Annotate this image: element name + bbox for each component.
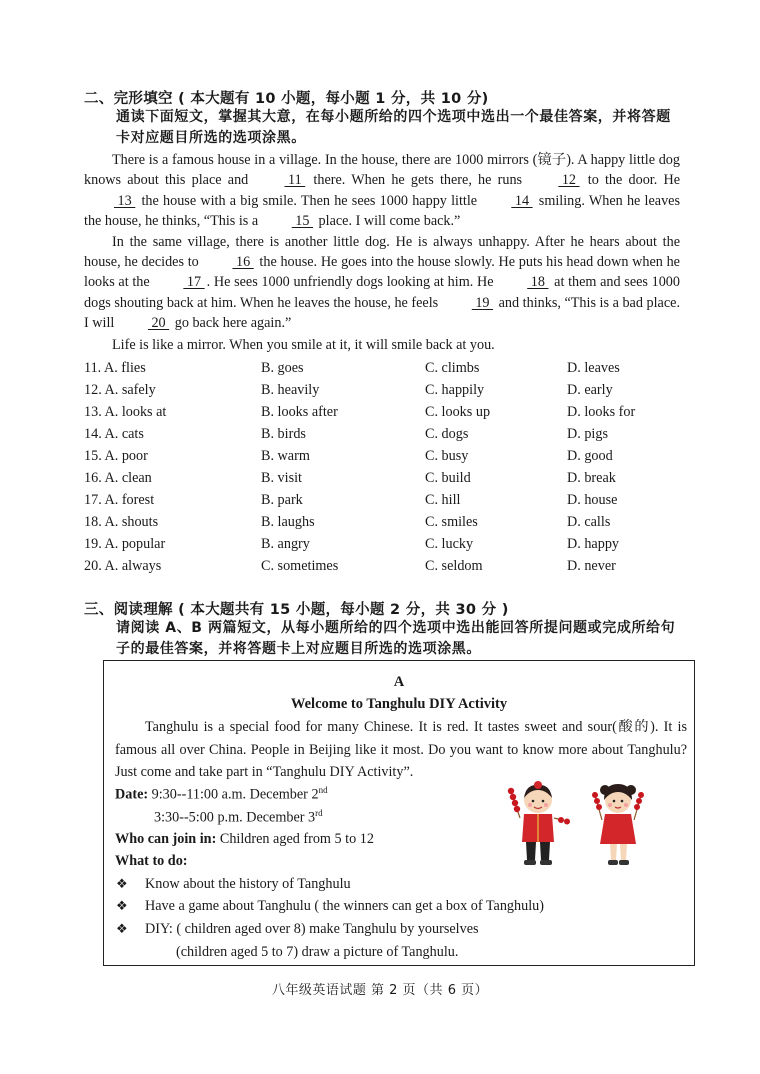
option-a[interactable]: 16. A. clean	[84, 470, 152, 486]
option-c[interactable]: C. seldom	[425, 558, 483, 574]
option-d[interactable]: D. happy	[567, 536, 620, 552]
option-d[interactable]: D. looks for	[567, 404, 636, 420]
cloze-paragraph-2	[84, 232, 680, 334]
option-b[interactable]: B. angry	[261, 536, 310, 552]
bullet-item: Know about the history of Tanghulu	[145, 876, 351, 892]
option-a[interactable]: 19. A. popular	[84, 536, 166, 552]
text-span: smiling. When he leaves the house, he thinks, “This is a	[84, 192, 680, 230]
option-c[interactable]: C. happily	[425, 382, 485, 398]
option-c[interactable]: C. lucky	[425, 536, 474, 552]
option-row	[84, 470, 684, 492]
cloze-paragraph-3: Life is like a mirror. When you smile at it, it will smile back at you.	[112, 336, 495, 353]
blank-11: 11	[284, 172, 306, 189]
option-d[interactable]: D. break	[567, 470, 616, 486]
blank-14: 14	[511, 192, 533, 209]
text-span: there. When he gets there, he runs	[307, 172, 529, 189]
option-d[interactable]: D. never	[567, 558, 616, 574]
date-1: 9:30--11:00 a.m. December 2	[148, 786, 319, 803]
intro-text: Tanghulu is a special food for many Chinese. It is red. It tastes sweet and sour(酸的). It is famous all over China. People in Beijing like it most. Do you want to know more about Tanghulu? Just come and take part in “Tanghulu DIY Activity”.	[115, 719, 687, 781]
page-footer: 八年级英语试题 第 2 页（共 6 页）	[271, 983, 489, 998]
option-a[interactable]: 20. A. always	[84, 558, 162, 574]
option-d[interactable]: D. early	[567, 382, 613, 398]
blank-19: 19	[471, 294, 494, 311]
cloze-heading: 二、完形填空 ( 本大题有 10 小题，每小题 1 分，共 10 分)	[84, 91, 489, 107]
option-c[interactable]: C. busy	[425, 448, 469, 464]
text-span: There is a famous house in a village. In the house, there are 1000 mirrors (镜子). A happy little dog knows about this place and	[84, 152, 680, 189]
cloze-passage	[84, 150, 680, 355]
option-c[interactable]: C. climbs	[425, 360, 480, 376]
option-row	[84, 448, 684, 470]
passage-title: Welcome to Tanghulu DIY Activity	[290, 696, 508, 712]
option-a[interactable]: 12. A. safely	[84, 382, 156, 398]
blank-13: 13	[114, 192, 136, 209]
option-a[interactable]: 11. A. flies	[84, 360, 146, 376]
blank-20: 20	[147, 315, 170, 332]
who-value: Children aged from 5 to 12	[216, 831, 374, 847]
date-1-suffix: nd	[318, 785, 328, 795]
girl-figure	[592, 784, 644, 865]
option-c[interactable]: C. dogs	[425, 426, 469, 442]
blank-15: 15	[291, 213, 313, 230]
option-d[interactable]: D. house	[567, 492, 618, 508]
option-b[interactable]: B. looks after	[261, 404, 338, 420]
text-span: the house. He goes into the house slowly. He puts his head down when he looks at the	[84, 254, 680, 291]
option-row	[84, 382, 684, 404]
option-c[interactable]: C. build	[425, 470, 471, 486]
boy-figure	[508, 781, 570, 865]
option-row	[84, 426, 684, 448]
option-d[interactable]: D. leaves	[567, 360, 620, 376]
option-row	[84, 514, 684, 536]
option-row	[84, 536, 684, 558]
option-c[interactable]: C. looks up	[425, 404, 491, 420]
children-tanghulu-illustration	[490, 778, 670, 888]
option-row	[84, 360, 684, 382]
passage-letter: A	[393, 674, 405, 690]
option-a[interactable]: 14. A. cats	[84, 426, 144, 442]
option-b[interactable]: B. birds	[261, 426, 306, 442]
bullet-diamond-icon: ❖	[116, 899, 128, 914]
bullet-diamond-icon: ❖	[116, 922, 128, 937]
text-span: go back here again.”	[171, 315, 292, 332]
option-row	[84, 558, 684, 580]
reading-instruction: 请阅读 A、B 两篇短文，从每小题所给的四个选项中选出能回答所提问题或完成所给句子的最佳答案，并将答题卡上对应题目所选的选项涂黑。	[116, 620, 676, 657]
option-row	[84, 404, 684, 426]
bullet-diamond-icon: ❖	[116, 877, 128, 892]
text-span: to the door. He	[581, 172, 681, 189]
option-a[interactable]: 15. A. poor	[84, 448, 148, 464]
reading-heading: 三、阅读理解 ( 本大题共有 15 小题，每小题 2 分，共 30 分 )	[84, 602, 509, 618]
option-b[interactable]: B. laughs	[261, 514, 315, 530]
text-span: place. I will come back.”	[315, 213, 461, 230]
bullet-item: DIY: ( children aged over 8) make Tanghulu by yourselves	[145, 921, 479, 937]
option-d[interactable]: D. pigs	[567, 426, 608, 442]
date-line-2	[154, 808, 323, 827]
date-label: Date:	[115, 786, 149, 803]
option-c[interactable]: C. hill	[425, 492, 461, 508]
blank-12: 12	[558, 172, 580, 189]
option-a[interactable]: 13. A. looks at	[84, 404, 167, 420]
option-d[interactable]: D. good	[567, 448, 613, 464]
date-2-suffix: rd	[315, 808, 323, 818]
option-a[interactable]: 17. A. forest	[84, 492, 155, 508]
text-span: and thinks, “This is a bad place. I will	[84, 294, 680, 332]
who-line	[115, 831, 374, 848]
bullet-item-continuation: (children aged 5 to 7) draw a picture of Tanghulu.	[176, 944, 459, 960]
date-line-1	[115, 785, 328, 804]
text-span: In the same village, there is another little dog. He is always unhappy. After he hears about the house, he decides to	[84, 233, 680, 271]
bullet-item: Have a game about Tanghulu ( the winners can get a box of Tanghulu)	[145, 898, 544, 914]
option-b[interactable]: B. warm	[261, 448, 310, 464]
cloze-paragraph-1	[84, 150, 680, 232]
option-c[interactable]: C. smiles	[425, 514, 478, 530]
option-b[interactable]: B. goes	[261, 360, 304, 376]
what-label: What to do:	[115, 853, 188, 869]
cloze-instruction: 通读下面短文，掌握其大意，在每小题所给的四个选项中选出一个最佳答案，并将答题卡对应题目所选的选项涂黑。	[116, 109, 671, 146]
blank-18: 18	[527, 274, 549, 291]
option-b[interactable]: B. visit	[261, 470, 302, 486]
option-b[interactable]: C. sometimes	[261, 558, 339, 574]
date-2: 3:30--5:00 p.m. December 3	[154, 809, 316, 826]
passage-intro	[115, 716, 687, 784]
option-b[interactable]: B. park	[261, 492, 303, 508]
who-label: Who can join in:	[115, 831, 217, 847]
option-b[interactable]: B. heavily	[261, 382, 320, 398]
option-d[interactable]: D. calls	[567, 514, 611, 530]
blank-16: 16	[232, 254, 254, 271]
text-span: the house with a big smile. Then he sees 1000 happy little	[137, 192, 482, 209]
text-span: at them and sees 1000 dogs shouting back at him. When he leaves the house, he feels	[84, 274, 680, 311]
option-row	[84, 492, 684, 514]
text-span: . He sees 1000 unfriendly dogs looking at him. He	[206, 274, 498, 291]
option-a[interactable]: 18. A. shouts	[84, 514, 159, 530]
blank-17: 17	[183, 274, 205, 291]
